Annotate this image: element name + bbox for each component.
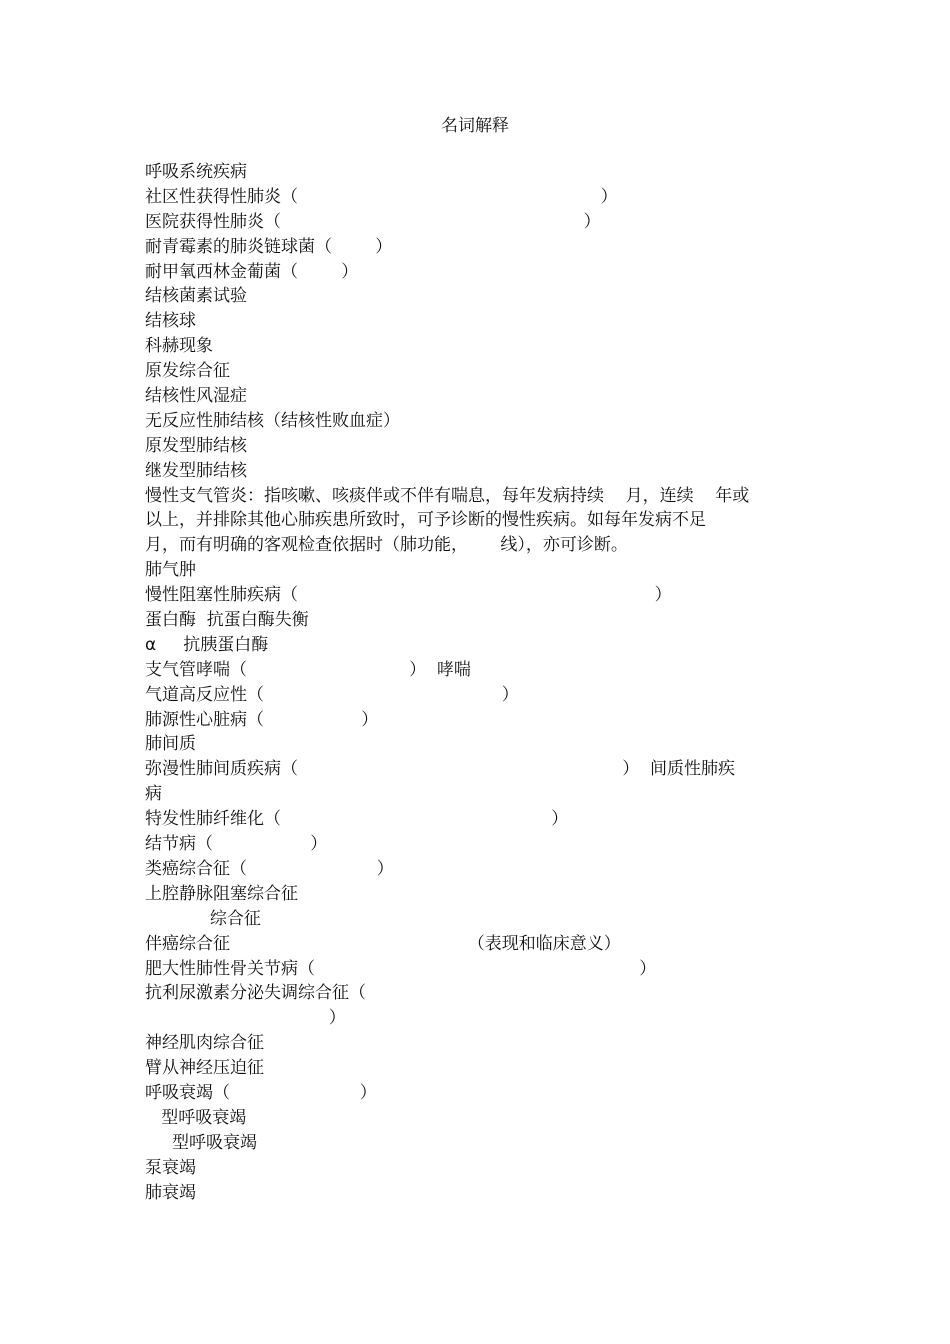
- term-tuberculin-test: 结核菌素试验: [145, 286, 247, 307]
- term-tb-rheumatism: 结核性风湿症: [145, 386, 247, 407]
- term-prsp: 耐青霉素的肺炎链球菌（ ）: [145, 236, 393, 257]
- term-cap: 社区性获得性肺炎（ ）: [145, 186, 618, 207]
- term-koch-phenomenon: 科赫现象: [145, 336, 213, 357]
- term-copd: 慢性阻塞性肺疾病（ ）: [145, 585, 672, 606]
- term-siadh-cont: ）: [145, 1008, 346, 1029]
- term-type1-rf: 型呼吸衰竭: [145, 1107, 247, 1128]
- document-body: [145, 160, 815, 1205]
- term-nonreactive-tb: 无反应性肺结核（结核性败血症）: [145, 410, 400, 431]
- term-dpld: 弥漫性肺间质疾病（ ） 间质性肺疾: [145, 759, 736, 780]
- term-pump-failure: 泵衰竭: [145, 1157, 196, 1178]
- term-respiratory-failure: 呼吸衰竭（ ）: [145, 1082, 377, 1103]
- term-chronic-bronchitis: 慢性支气管炎：指咳嗽、咳痰伴或不伴有喘息，每年发病持续 月，连续 年或: [145, 485, 750, 506]
- document-title: 名词解释: [441, 116, 509, 136]
- term-ipf: 特发性肺纤维化（ ）: [145, 809, 569, 830]
- term-chronic-bronchitis-cont-2: 月，而有明确的客观检查依据时（肺功能， 线），亦可诊断。: [145, 535, 628, 556]
- term-primary-complex: 原发综合征: [145, 361, 230, 382]
- term-paraneoplastic: 伴癌综合征 （表现和临床意义）: [145, 933, 621, 954]
- term-tuberculoma: 结核球: [145, 311, 196, 332]
- term-cor-pulmonale: 肺源性心脏病（ ）: [145, 709, 379, 730]
- term-primary-tb: 原发型肺结核: [145, 435, 247, 456]
- term-syndrome-blank: 综合征: [145, 908, 261, 929]
- term-protease-imbalance: 蛋白酶 抗蛋白酶失衡: [145, 610, 309, 631]
- term-emphysema: 肺气肿: [145, 560, 196, 581]
- term-alpha-antitrypsin: α 抗胰蛋白酶: [145, 634, 269, 655]
- term-carcinoid-syndrome: 类癌综合征（ ）: [145, 858, 394, 879]
- term-ahr: 气道高反应性（ ）: [145, 684, 519, 705]
- term-brachial-plexus: 臂从神经压迫征: [145, 1058, 264, 1079]
- term-chronic-bronchitis-cont-1: 以上，并排除其他心肺疾患所致时，可予诊断的慢性疾病。如每年发病不足: [145, 510, 706, 531]
- term-svc-syndrome: 上腔静脉阻塞综合征: [145, 883, 298, 904]
- term-siadh: 抗利尿激素分泌失调综合征（: [145, 983, 366, 1004]
- term-interstitium: 肺间质: [145, 734, 196, 755]
- term-dpld-cont: 病: [145, 784, 162, 805]
- term-asthma: 支气管哮喘（ ） 哮喘: [145, 659, 471, 680]
- term-lung-failure: 肺衰竭: [145, 1182, 196, 1203]
- term-respiratory-diseases: 呼吸系统疾病: [145, 162, 247, 182]
- term-hap: 医院获得性肺炎（ ）: [145, 211, 601, 232]
- term-neuromuscular-syndrome: 神经肌肉综合征: [145, 1033, 264, 1054]
- term-mrsa: 耐甲氧西林金葡菌（ ）: [145, 261, 359, 282]
- term-hpoa: 肥大性肺性骨关节病（ ）: [145, 958, 657, 979]
- term-sarcoidosis: 结节病（ ）: [145, 834, 328, 855]
- term-secondary-tb: 继发型肺结核: [145, 460, 247, 481]
- term-type2-rf: 型呼吸衰竭: [145, 1132, 258, 1153]
